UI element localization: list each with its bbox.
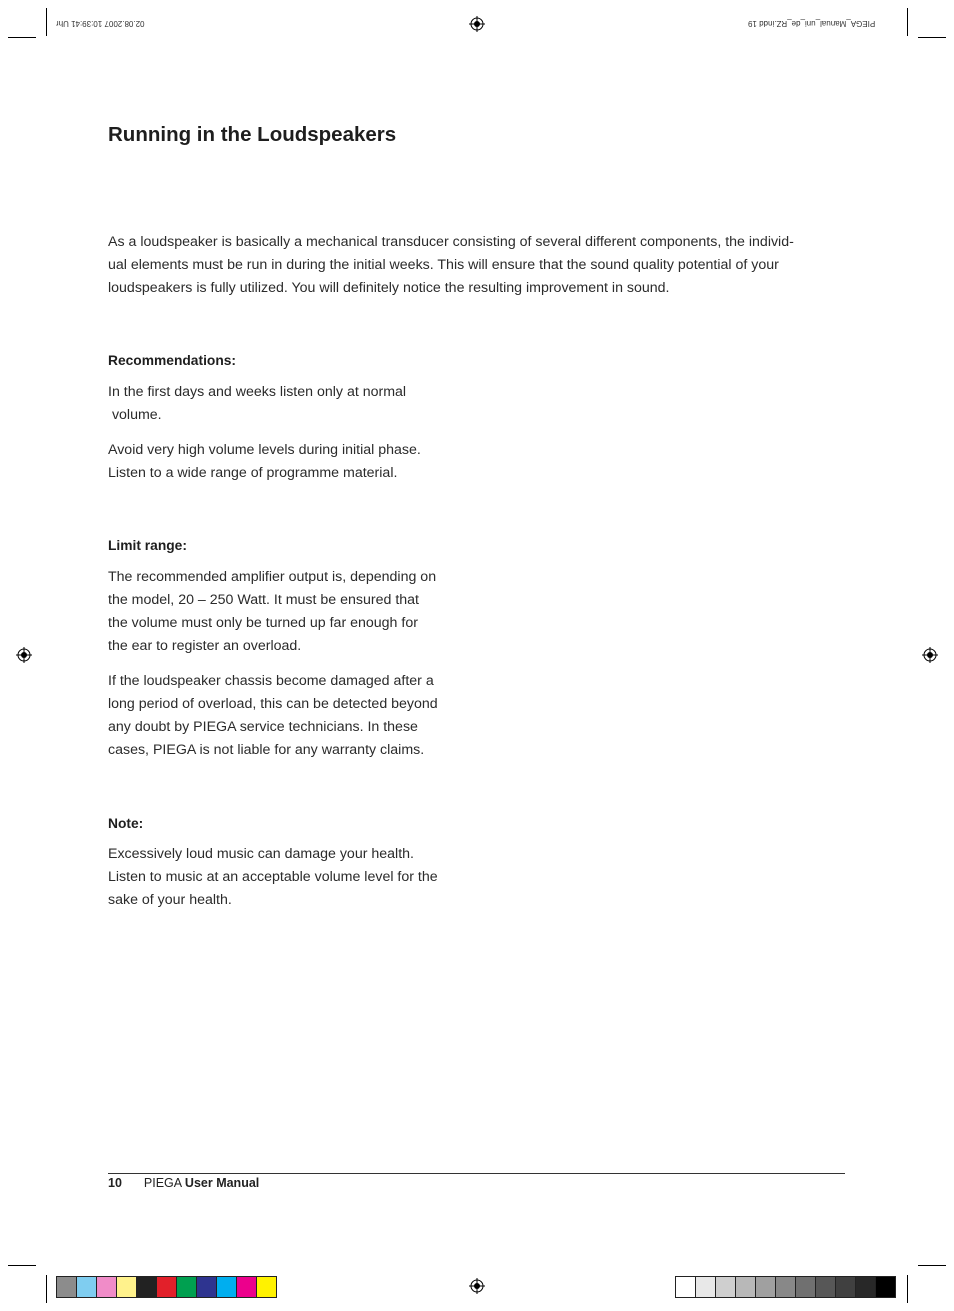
text-line: sake of your health. xyxy=(108,892,232,908)
color-swatch xyxy=(696,1277,716,1297)
registration-mark-icon xyxy=(469,16,485,32)
color-swatch xyxy=(217,1277,237,1297)
page-title: Running in the Loudspeakers xyxy=(108,123,397,146)
crop-mark xyxy=(8,1265,36,1266)
section-heading: Recommendations: xyxy=(108,353,237,368)
color-swatch xyxy=(796,1277,816,1297)
section-heading: Note: xyxy=(108,816,144,831)
footer-brand: PIEGA xyxy=(143,1176,182,1190)
text-line: Avoid very high volume levels during initial phase. xyxy=(108,442,421,458)
text-line: any doubt by PIEGA service technicians. In these xyxy=(108,719,418,735)
page-number: 10 xyxy=(108,1176,122,1190)
crop-mark xyxy=(918,1265,946,1266)
text-line: Excessively loud music can damage your health. xyxy=(108,846,414,862)
text-line: cases, PIEGA is not liable for any warranty claims. xyxy=(108,742,425,758)
text-line: the ear to register an overload. xyxy=(108,638,302,654)
color-swatch xyxy=(836,1277,856,1297)
page-footer xyxy=(108,1175,259,1191)
color-swatch xyxy=(197,1277,217,1297)
intro-paragraph xyxy=(108,231,848,300)
color-swatch xyxy=(157,1277,177,1297)
text-line: Listen to music at an acceptable volume level for the xyxy=(108,869,438,885)
slug-filename: PIEGA_Manual_uni_de_RZ.indd 19 xyxy=(748,19,876,28)
intro-line: As a loudspeaker is basically a mechanical transducer consisting of several different components, the individ- xyxy=(108,234,794,250)
text-line: Listen to a wide range of programme material. xyxy=(108,465,398,481)
section-heading: Limit range: xyxy=(108,538,187,553)
color-swatch xyxy=(716,1277,736,1297)
note-paragraph xyxy=(108,843,468,912)
recommendations-paragraph-2 xyxy=(108,439,468,485)
color-swatch xyxy=(876,1277,895,1297)
color-swatch xyxy=(177,1277,197,1297)
gray-control-bar-right xyxy=(675,1276,896,1298)
recommendations-heading xyxy=(108,349,468,372)
crop-mark xyxy=(46,1275,47,1303)
limit-paragraph-2 xyxy=(108,670,468,762)
color-swatch xyxy=(137,1277,157,1297)
text-line: the volume must only be turned up far enough for xyxy=(108,615,418,631)
slug-timestamp: 02.08.2007 10:39:41 Uhr xyxy=(56,19,145,28)
crop-mark xyxy=(918,37,946,38)
text-line: If the loudspeaker chassis become damaged after a xyxy=(108,673,434,689)
color-swatch xyxy=(77,1277,97,1297)
crop-mark xyxy=(907,1275,908,1303)
crop-mark xyxy=(907,8,908,36)
text-line: long period of overload, this can be detected beyond xyxy=(108,696,438,712)
color-swatch xyxy=(237,1277,257,1297)
intro-line: ual elements must be run in during the initial weeks. This will ensure that the sound quality potential of your xyxy=(108,257,779,273)
text-line: The recommended amplifier output is, depending on xyxy=(108,569,437,585)
color-swatch xyxy=(756,1277,776,1297)
color-swatch xyxy=(57,1277,77,1297)
color-swatch xyxy=(816,1277,836,1297)
intro-line: loudspeakers is fully utilized. You will definitely notice the resulting improvement in sound. xyxy=(108,280,670,296)
note-heading xyxy=(108,812,468,835)
registration-mark-icon xyxy=(16,647,32,663)
crop-mark xyxy=(46,8,47,36)
color-swatch xyxy=(117,1277,137,1297)
footer-rule xyxy=(108,1173,845,1174)
recommendations-paragraph-1 xyxy=(108,381,468,427)
color-swatch xyxy=(97,1277,117,1297)
color-control-bar-left xyxy=(56,1276,277,1298)
text-line: volume. xyxy=(108,407,162,423)
text-line: In the first days and weeks listen only at normal xyxy=(108,384,407,400)
text-line: the model, 20 – 250 Watt. It must be ensured that xyxy=(108,592,419,608)
color-swatch xyxy=(257,1277,276,1297)
registration-mark-icon xyxy=(469,1278,485,1294)
limit-paragraph-1 xyxy=(108,566,468,658)
color-swatch xyxy=(736,1277,756,1297)
color-swatch xyxy=(676,1277,696,1297)
color-swatch xyxy=(776,1277,796,1297)
footer-manual-label: User Manual xyxy=(184,1176,260,1190)
limit-heading xyxy=(108,534,468,557)
registration-mark-icon xyxy=(922,647,938,663)
crop-mark xyxy=(8,37,36,38)
color-swatch xyxy=(856,1277,876,1297)
